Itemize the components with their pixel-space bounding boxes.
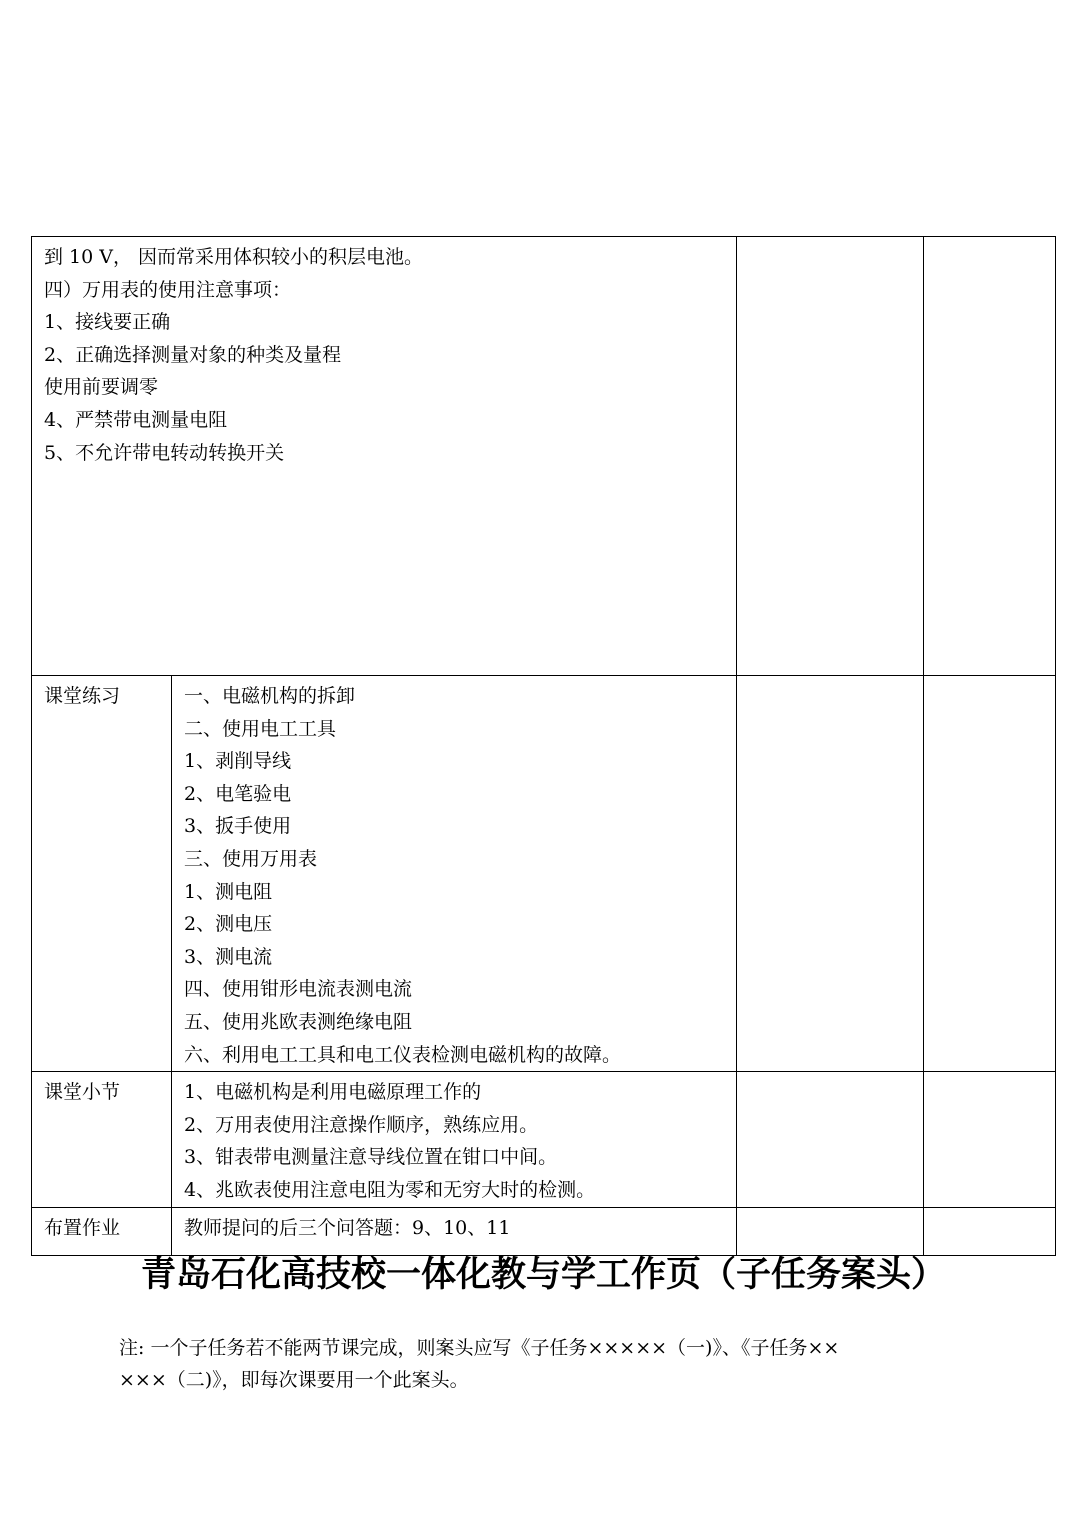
row-label: 布置作业 xyxy=(32,1207,172,1255)
content-line: 四）万用表的使用注意事项： xyxy=(44,278,292,301)
content-line: 一、电磁机构的拆卸 xyxy=(184,685,356,707)
content-line: 3、扳手使用 xyxy=(184,815,292,838)
content-line: 1、接线要正确 xyxy=(44,311,171,334)
content-line: 2、测电压 xyxy=(184,913,273,936)
content-line: 5、不允许带电转动转换开关 xyxy=(44,441,285,464)
table-row-practice xyxy=(32,676,1056,1072)
content-line: 3、钳表带电测量注意导线位置在钳口中间。 xyxy=(184,1146,558,1169)
content-line: 2、正确选择测量对象的种类及量程 xyxy=(44,343,342,366)
content-line: 4、严禁带电测量电阻 xyxy=(44,408,228,431)
content-cell xyxy=(172,1072,737,1207)
content-line: 二、使用电工工具 xyxy=(184,717,337,740)
row-label: 课堂练习 xyxy=(32,676,172,1072)
lesson-table xyxy=(31,236,1056,1256)
content-line: 2、电笔验电 xyxy=(184,782,292,805)
empty-cell xyxy=(924,676,1056,1072)
empty-cell xyxy=(737,237,924,676)
table-row-homework xyxy=(32,1207,1056,1255)
empty-cell xyxy=(737,676,924,1072)
empty-cell xyxy=(737,1072,924,1207)
content-line: 2、万用表使用注意操作顺序，熟练应用。 xyxy=(184,1113,539,1136)
note-line: ×××（二)》，即每次课要用一个此案头。 xyxy=(119,1369,469,1391)
content-cell xyxy=(172,676,737,1072)
table-row-summary xyxy=(32,1072,1056,1207)
content-line: 1、电磁机构是利用电磁原理工作的 xyxy=(184,1081,482,1104)
empty-cell xyxy=(924,237,1056,676)
content-line: 1、剥削导线 xyxy=(184,750,292,773)
content-cell xyxy=(32,237,737,676)
content-cell xyxy=(172,1207,737,1255)
content-line: 三、使用万用表 xyxy=(184,847,318,870)
content-line: 1、测电阻 xyxy=(184,880,273,903)
content-line: 四、使用钳形电流表测电流 xyxy=(184,978,413,1001)
content-line: 六、利用电工工具和电工仪表检测电磁机构的故障。 xyxy=(184,1043,622,1066)
content-line: 到 10 V， 因而常采用体积较小的积层电池。 xyxy=(44,246,424,268)
note-line: 注: 一个子任务若不能两节课完成，则案头应写《子任务×××××（一)》、《子任务×× xyxy=(119,1337,840,1359)
content-line: 使用前要调零 xyxy=(44,376,159,399)
page-title: 青岛石化高技校一体化教与学工作页（子任务案头） xyxy=(140,1255,946,1295)
empty-cell xyxy=(924,1072,1056,1207)
content-line: 4、兆欧表使用注意电阻为零和无穷大时的检测。 xyxy=(184,1178,596,1201)
note-paragraph xyxy=(119,1332,979,1396)
empty-cell xyxy=(737,1207,924,1255)
row-label: 课堂小节 xyxy=(32,1072,172,1207)
table-row-top xyxy=(32,237,1056,676)
content-line: 教师提问的后三个问答题：9、10、11 xyxy=(184,1216,511,1239)
empty-cell xyxy=(924,1207,1056,1255)
content-line: 五、使用兆欧表测绝缘电阻 xyxy=(184,1010,413,1033)
content-line: 3、测电流 xyxy=(184,945,273,968)
